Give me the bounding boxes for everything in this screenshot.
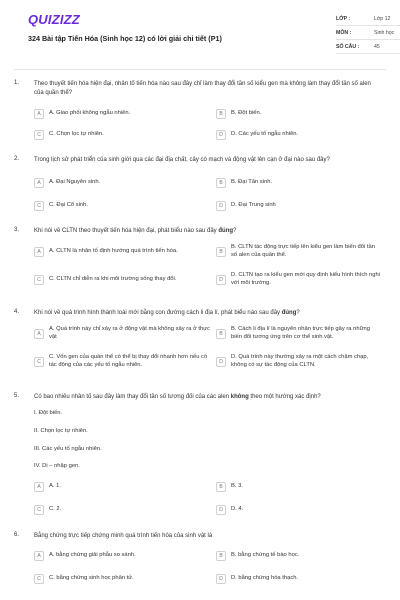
option-letter: C [34,201,44,211]
option-a[interactable] [34,324,212,344]
question-text-main: Khi nói về quá trình hình thành loài mới bằng con đường cách li địa lí, phát biểu nào sau đây [34,310,282,316]
question-number: 2. [14,156,20,162]
question-text-emphasis: không [230,394,249,400]
question-1 [14,80,386,150]
option-text: A. Đại Nguyên sinh. [49,179,101,186]
option-letter: B [216,109,226,119]
question-text-end: ? [233,228,237,234]
option-a[interactable] [34,108,130,120]
option-c[interactable] [34,270,212,290]
option-b[interactable] [216,481,243,493]
option-letter: D [216,130,226,140]
question-text [34,393,380,402]
option-text: A. Quá trình này chỉ xảy ra ở động vật mà không xảy ra ở thực vật [49,326,210,340]
question-text [34,227,380,236]
option-text: D. bằng chứng hóa thạch. [231,575,299,582]
question-text: Theo thuyết tiến hóa hiện đại, nhân tố tiến hóa nào sau đây chỉ làm thay đổi tần số kiểu gen mà không làm thay đổi tần số alen của quần thể? [34,81,371,96]
question-text-end: ? [296,310,300,316]
worksheet-title: 324 Bài tập Tiến Hóa (Sinh học 12) có lời giải chi tiết (P1) [28,34,222,43]
option-letter: C [34,130,44,140]
option-letter: D [216,201,226,211]
question-number: 4. [14,309,20,315]
option-letter: A [34,178,44,188]
meta-row-class [336,12,400,26]
option-text: B. CLTN tác động trực tiếp lên kiểu gen làm biến đổi tần số alen của quần thể. [231,244,375,258]
statement-4: IV. Di – nhập gen. [34,463,80,469]
option-text: A. CLTN là nhân tố định hướng quá trình tiến hóa. [49,248,178,255]
question-number: 3. [14,227,20,233]
option-text: B. bằng chứng tế bào học. [231,552,300,559]
statement-1: I. Đột biến. [34,410,63,416]
option-letter: B [216,482,226,492]
option-text: A. 1. [49,483,61,490]
question-text-emphasis: đúng [281,310,297,316]
meta-row-subject [336,26,400,40]
option-text: C. CLTN chỉ diễn ra khi môi trường sống thay đổi. [49,276,177,283]
option-letter: D [216,275,226,285]
option-text: A. Giao phối không ngẫu nhiên. [49,110,131,117]
option-d[interactable] [216,573,298,585]
meta-value: Sinh học [374,29,395,36]
option-letter: C [34,357,44,367]
question-text-emphasis: đúng [218,228,234,234]
header-divider [14,69,386,70]
meta-value: Lớp 12 [374,15,391,22]
meta-key: LỚP : [336,15,351,22]
option-letter: C [34,505,44,515]
option-letter: C [34,275,44,285]
option-letter: A [34,247,44,257]
option-text: B. 3. [231,483,243,490]
option-c[interactable] [34,129,104,141]
question-6 [14,532,386,592]
question-number: 5. [14,393,20,399]
option-text: D. CLTN tạo ra kiểu gen mới quy định kiểu hình thích nghi với môi trường. [231,272,381,286]
option-c[interactable] [34,573,134,585]
option-text: C. 2. [49,506,62,513]
option-text: D. 4. [231,506,244,513]
option-letter: D [216,574,226,584]
option-d[interactable] [216,504,243,516]
question-text-end: theo một hướng xác định? [248,394,321,400]
option-d[interactable] [216,352,382,372]
question-number: 6. [14,532,20,538]
option-letter: A [34,482,44,492]
question-3 [14,227,386,302]
option-text: B. Cách li địa lí là nguyên nhân trực tiếp gây ra những biến đổi tương ứng trên cơ thể sinh vật. [231,326,370,340]
option-letter: B [216,178,226,188]
question-text: Bằng chứng trực tiếp chứng minh quá trình tiến hóa của sinh vật là [34,533,213,539]
statement-2: II. Chọn lọc tự nhiên. [34,428,88,434]
statement-3: III. Các yếu tố ngẫu nhiên. [34,446,102,452]
option-a[interactable] [34,177,100,189]
meta-key: MÔN : [336,29,352,36]
question-4 [14,309,386,384]
question-text: Trong lịch sử phát triển của sinh giới qua các đại địa chất, cây có mạch và động vật lên cạn ở đại nào sau đây? [34,157,330,163]
option-text: B. Đại Tân sinh. [231,179,273,186]
worksheet-header [14,0,395,66]
option-letter: A [34,551,44,561]
option-b[interactable] [216,108,261,120]
option-text: A. bằng chứng giải phẫu so sánh. [49,552,136,559]
option-a[interactable] [34,550,136,562]
question-text-main: Có bao nhiêu nhân tố sau đây làm thay đổi tần số tương đối của các alen [34,394,231,400]
option-a[interactable] [34,481,61,493]
option-text: C. Đại Cổ sinh. [49,202,88,209]
option-letter: D [216,357,226,367]
option-letter: A [34,109,44,119]
option-text: D. Các yếu tố ngẫu nhiên. [231,131,299,138]
option-text: C. bằng chứng sinh học phân tử. [49,575,134,582]
option-d[interactable] [216,129,298,141]
option-letter: D [216,505,226,515]
option-letter: A [34,329,44,339]
option-a[interactable] [34,242,212,262]
option-letter: B [216,329,226,339]
option-text: D. Đại Trung sinh [231,202,276,209]
meta-key: SỐ CÂU : [336,43,360,50]
option-b[interactable] [216,177,272,189]
option-c[interactable] [34,352,212,372]
option-c[interactable] [34,504,61,516]
option-letter: B [216,247,226,257]
question-text-main: Khi nói về CLTN theo thuyết tiến hóa hiện đại, phát biểu nào sau đây [34,228,219,234]
option-c[interactable] [34,200,88,212]
option-d[interactable] [216,200,276,212]
option-text: D. Quá trình này thường xảy ra một cách chậm chạp, không có sự tác động của CLTN. [231,354,369,368]
option-b[interactable] [216,550,299,562]
worksheet-meta [336,12,400,54]
question-2 [14,156,386,216]
option-text: B. Đột biến. [231,110,262,117]
question-text [34,309,380,318]
meta-value: 45 [374,43,380,50]
option-letter: B [216,551,226,561]
option-letter: C [34,574,44,584]
option-b[interactable] [216,324,382,344]
question-number: 1. [14,80,20,86]
option-text: C. Vốn gen của quần thể có thể bị thay đổi nhanh hơn nếu có tác động của các yếu tố ngẫu nhiên. [49,354,208,368]
quizizz-logo: QUIZIZZ [28,12,80,27]
question-5 [14,393,386,523]
meta-row-count [336,40,400,54]
option-d[interactable] [216,270,382,290]
option-text: C. Chọn lọc tự nhiên. [49,131,104,138]
option-b[interactable] [216,242,382,262]
